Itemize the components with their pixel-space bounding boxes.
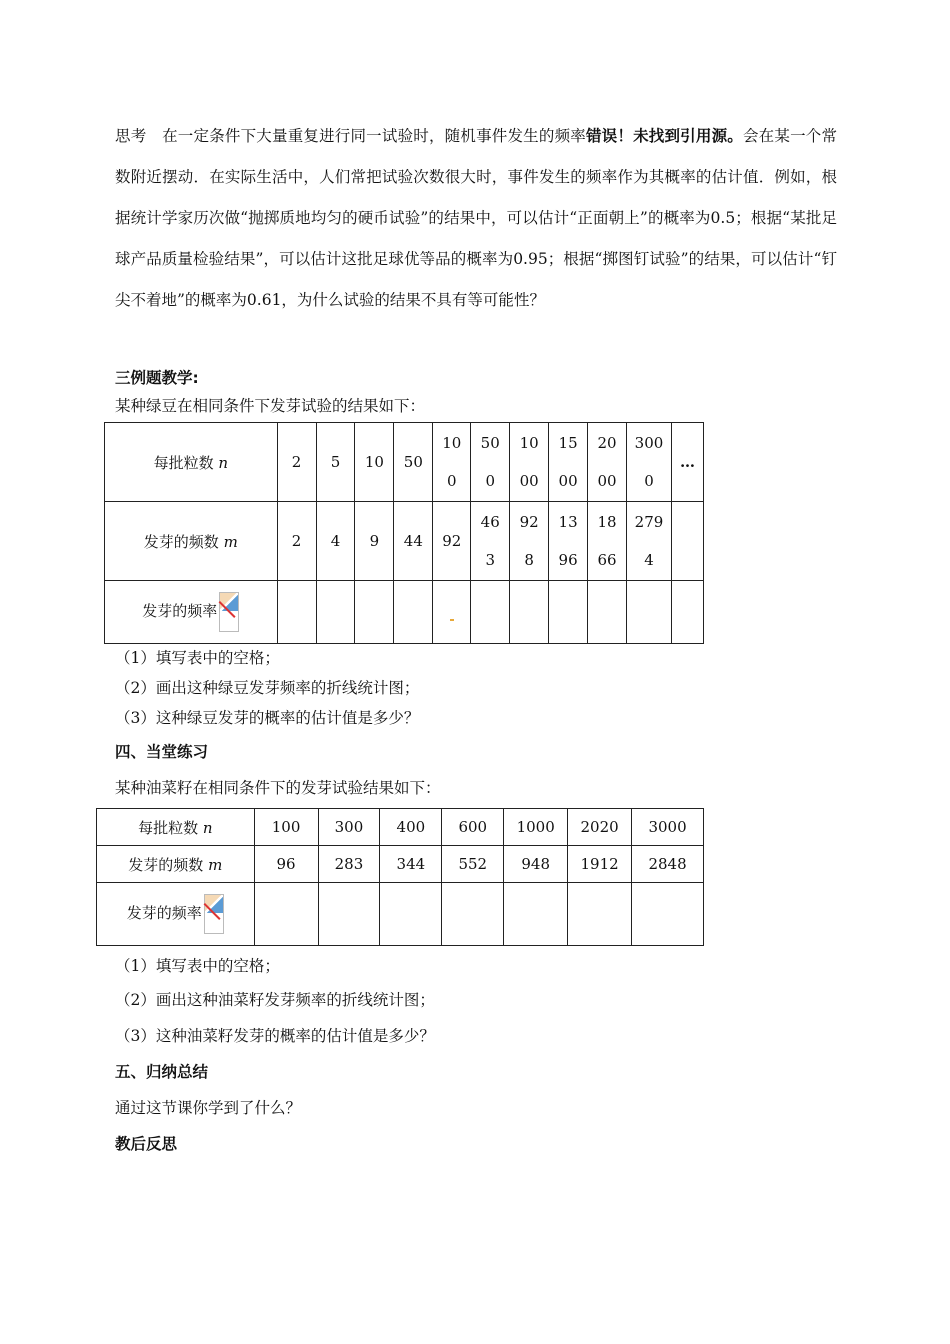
freq-cell	[254, 883, 318, 946]
section3-q1: （1）填写表中的空格；	[115, 649, 280, 667]
cell-m-10: 279 4	[627, 502, 672, 581]
freq-cell	[588, 581, 627, 644]
cell-m-2: 283	[318, 846, 380, 883]
cell-n-4: 600	[442, 809, 504, 846]
broken-image-icon	[219, 592, 239, 632]
cell-m-5: 92	[433, 502, 471, 581]
cell-n-1: 100	[254, 809, 318, 846]
freq-cell	[380, 883, 442, 946]
freq-cell	[510, 581, 549, 644]
section3-heading: 三例题教学:	[115, 369, 199, 387]
cell-n-2: 5	[316, 423, 355, 502]
freq-cell	[471, 581, 510, 644]
freq-cell	[277, 581, 316, 644]
reference-error: 错误！未找到引用源。	[585, 127, 743, 145]
freq-cell	[549, 581, 588, 644]
think-text-a: 思考 在一定条件下大量重复进行同一试验时，随机事件发生的频率	[115, 127, 586, 145]
cell-n-7: 3000	[632, 809, 704, 846]
cell-m-9: 18 66	[588, 502, 627, 581]
freq-cell	[316, 581, 355, 644]
section4-q3: （3）这种油菜籽发芽的概率的估计值是多少？	[115, 1027, 435, 1045]
freq-cell	[504, 883, 568, 946]
section3-q2: （2）画出这种绿豆发芽频率的折线统计图；	[115, 679, 420, 697]
cell-n-6: 2020	[568, 809, 632, 846]
cell-n-3: 10	[355, 423, 394, 502]
section5-text: 通过这节课你学到了什么？	[115, 1099, 302, 1117]
cell-m-3: 344	[380, 846, 442, 883]
row-label-m: 发芽的频数 m	[97, 846, 255, 883]
freq-cell	[394, 581, 433, 644]
freq-cell	[568, 883, 632, 946]
rapeseed-table	[96, 808, 704, 946]
cell-n-5: 10 0	[433, 423, 471, 502]
cell-n-1: 2	[277, 423, 316, 502]
section4-intro: 某种油菜籽在相同条件下的发芽试验结果如下：	[115, 779, 441, 797]
cell-n-5: 1000	[504, 809, 568, 846]
cell-n-9: 20 00	[588, 423, 627, 502]
section4-q2: （2）画出这种油菜籽发芽频率的折线统计图；	[115, 991, 435, 1009]
section4-q1: （1）填写表中的空格；	[115, 957, 280, 975]
row-label-frequency: 发芽的频率	[105, 581, 278, 644]
cell-m-8: 13 96	[549, 502, 588, 581]
row-label-n: 每批粒数 n	[97, 809, 255, 846]
table-row	[97, 883, 704, 946]
cell-m-1: 2	[277, 502, 316, 581]
mungbean-table	[104, 422, 704, 644]
row-label-n: 每批粒数 n	[105, 423, 278, 502]
cell-m-7: 92 8	[510, 502, 549, 581]
freq-cell	[442, 883, 504, 946]
reflection-heading: 教后反思	[115, 1135, 178, 1153]
cell-m-4: 552	[442, 846, 504, 883]
cell-m-1: 96	[254, 846, 318, 883]
section3-q3: （3）这种绿豆发芽的概率的估计值是多少？	[115, 709, 420, 727]
cell-m-3: 9	[355, 502, 394, 581]
section4-heading: 四、当堂练习	[115, 743, 209, 761]
cell-m-4: 44	[394, 502, 433, 581]
freq-cell	[318, 883, 380, 946]
table-row	[105, 581, 704, 644]
cell-n-7: 10 00	[510, 423, 549, 502]
cell-m-6: 46 3	[471, 502, 510, 581]
cell-m-5: 948	[504, 846, 568, 883]
freq-cell	[355, 581, 394, 644]
cell-n-8: 15 00	[549, 423, 588, 502]
freq-cell	[632, 883, 704, 946]
cell-n-4: 50	[394, 423, 433, 502]
cell-n-6: 50 0	[471, 423, 510, 502]
freq-cell	[433, 581, 471, 644]
broken-image-icon	[204, 894, 224, 934]
cell-n-2: 300	[318, 809, 380, 846]
table-row	[97, 809, 704, 846]
freq-cell	[671, 581, 703, 644]
cell-n-ellipsis: …	[671, 423, 703, 502]
section5-heading: 五、归纳总结	[115, 1063, 209, 1081]
table-row	[105, 423, 704, 502]
cell-m-7: 2848	[632, 846, 704, 883]
cell-m-6: 1912	[568, 846, 632, 883]
freq-cell	[627, 581, 672, 644]
table-row	[105, 502, 704, 581]
cell-n-3: 400	[380, 809, 442, 846]
think-paragraph	[115, 116, 837, 321]
think-text-b: 会在某一个常数附近摆动．在实际生活中，人们常把试验次数很大时，事件发生的频率作为其概率的估计值．例如，根据统计学家历次做“抛掷质地均匀的硬币试验”的结果中，可以估计“正面朝上”的概率为0.5；根据“某批足球产品质量检验结果”，可以估计这批足球优等品的概率为0.95；根据“掷图钉试验”的结果，可以估计“钉尖不着地”的概率为0.61，为什么试验的结果不具有等可能性？	[115, 127, 837, 309]
cell-m-2: 4	[316, 502, 355, 581]
marker-dot	[450, 619, 454, 621]
section3-intro: 某种绿豆在相同条件下发芽试验的结果如下：	[115, 397, 426, 415]
row-label-m: 发芽的频数 m	[105, 502, 278, 581]
cell-m-empty	[671, 502, 703, 581]
table-row	[97, 846, 704, 883]
cell-n-10: 300 0	[627, 423, 672, 502]
row-label-frequency: 发芽的频率	[97, 883, 255, 946]
